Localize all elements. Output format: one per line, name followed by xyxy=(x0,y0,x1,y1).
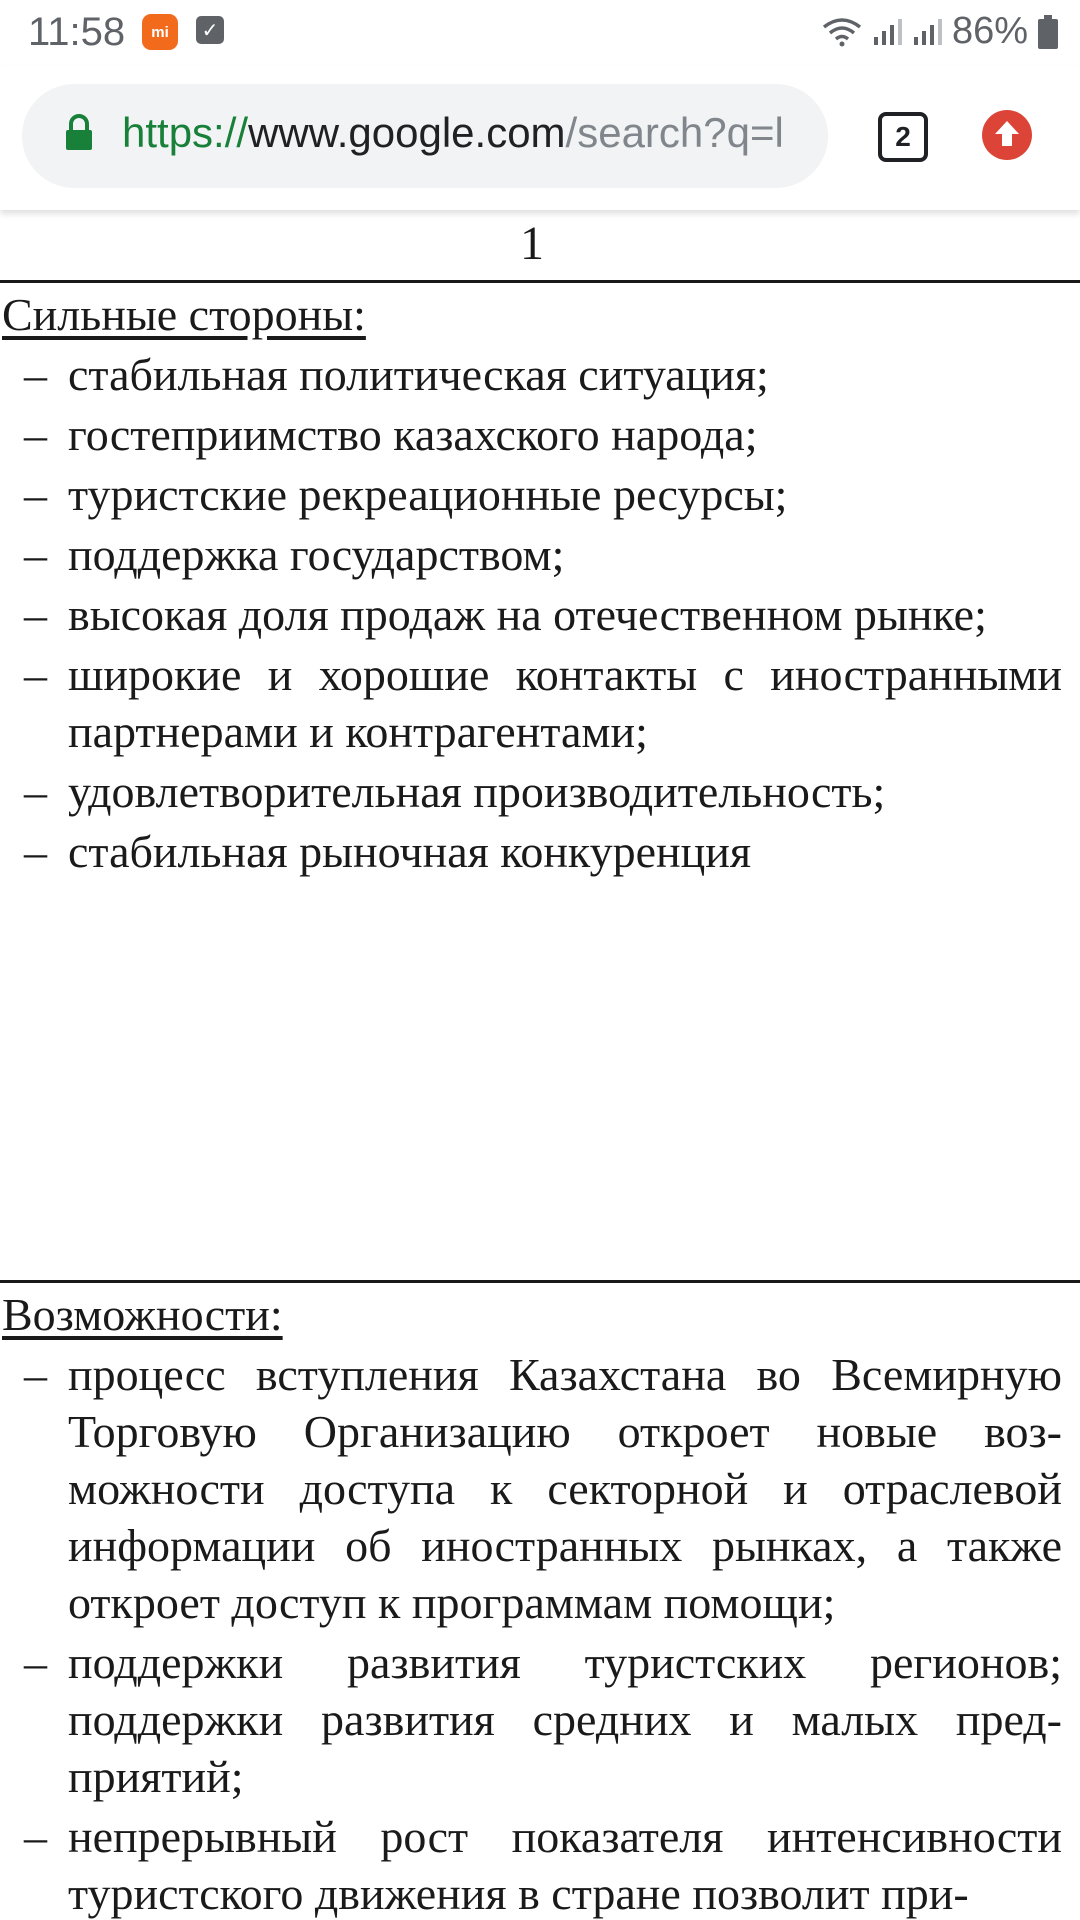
document-page xyxy=(0,210,1080,1920)
lock-icon xyxy=(64,114,94,152)
list-item: – стабильная политическая ситуация; xyxy=(24,349,769,400)
system-icons xyxy=(822,10,1058,53)
list-item: – туристские рекреационные ресурсы; xyxy=(24,469,788,520)
opportunities-heading: Возможности: xyxy=(2,1289,283,1340)
table-rule-middle xyxy=(0,1280,1080,1283)
list-item: – удовлетворительная производительность; xyxy=(24,766,886,817)
chrome-update-icon[interactable] xyxy=(982,110,1032,160)
signal-icon-sim2 xyxy=(912,17,942,47)
table-rule-top xyxy=(0,280,1080,283)
url-text[interactable] xyxy=(122,109,822,157)
url-bar[interactable] xyxy=(22,84,828,188)
page-number: 1 xyxy=(520,217,544,270)
list-item: – гостеприимство казахского народа; xyxy=(24,409,758,460)
battery-icon xyxy=(1038,15,1058,49)
strengths-list xyxy=(0,346,1080,883)
wifi-icon xyxy=(822,17,862,47)
status-bar xyxy=(0,0,1080,66)
status-time: 11:58 xyxy=(28,10,126,54)
url-path: /search?q=l xyxy=(565,109,784,156)
list-item: – высокая доля продаж на отечественном рынке; xyxy=(24,589,987,640)
list-item: – широкие и хорошие контакты с иностранными партнерами и контрагентами; xyxy=(24,649,1062,757)
list-item: – поддержка государством; xyxy=(24,529,565,580)
list-item: – непрерывный рост показателя интенсивности туристского движения в стране позволит при- xyxy=(24,1811,1062,1919)
list-item: – стабильная рыночная конкуренция xyxy=(24,826,752,877)
url-scheme: https:// xyxy=(122,109,249,156)
checkbox-notification-icon: ✓ xyxy=(196,16,224,44)
list-item: – процесс вступления Казахстана во Всемирную Торговую Организацию откроет новые воз-можности доступа к секторной и отраслевой информации об иностранных рынках, а также откроет доступ к программам помощи; xyxy=(24,1349,1062,1628)
url-host: www.google.com xyxy=(248,109,566,156)
tab-switcher-button[interactable]: 2 xyxy=(878,112,928,162)
battery-percent: 86% xyxy=(951,10,1028,52)
mi-app-notification-icon: mi xyxy=(142,14,178,50)
browser-toolbar xyxy=(0,66,1080,210)
list-item: – поддержки развития туристских регионов; поддержки развития средних и малых пред-приятий; xyxy=(24,1637,1062,1802)
strengths-heading: Сильные стороны: xyxy=(2,289,366,340)
signal-icon-sim1 xyxy=(872,17,902,47)
opportunities-list xyxy=(0,1346,1080,1920)
